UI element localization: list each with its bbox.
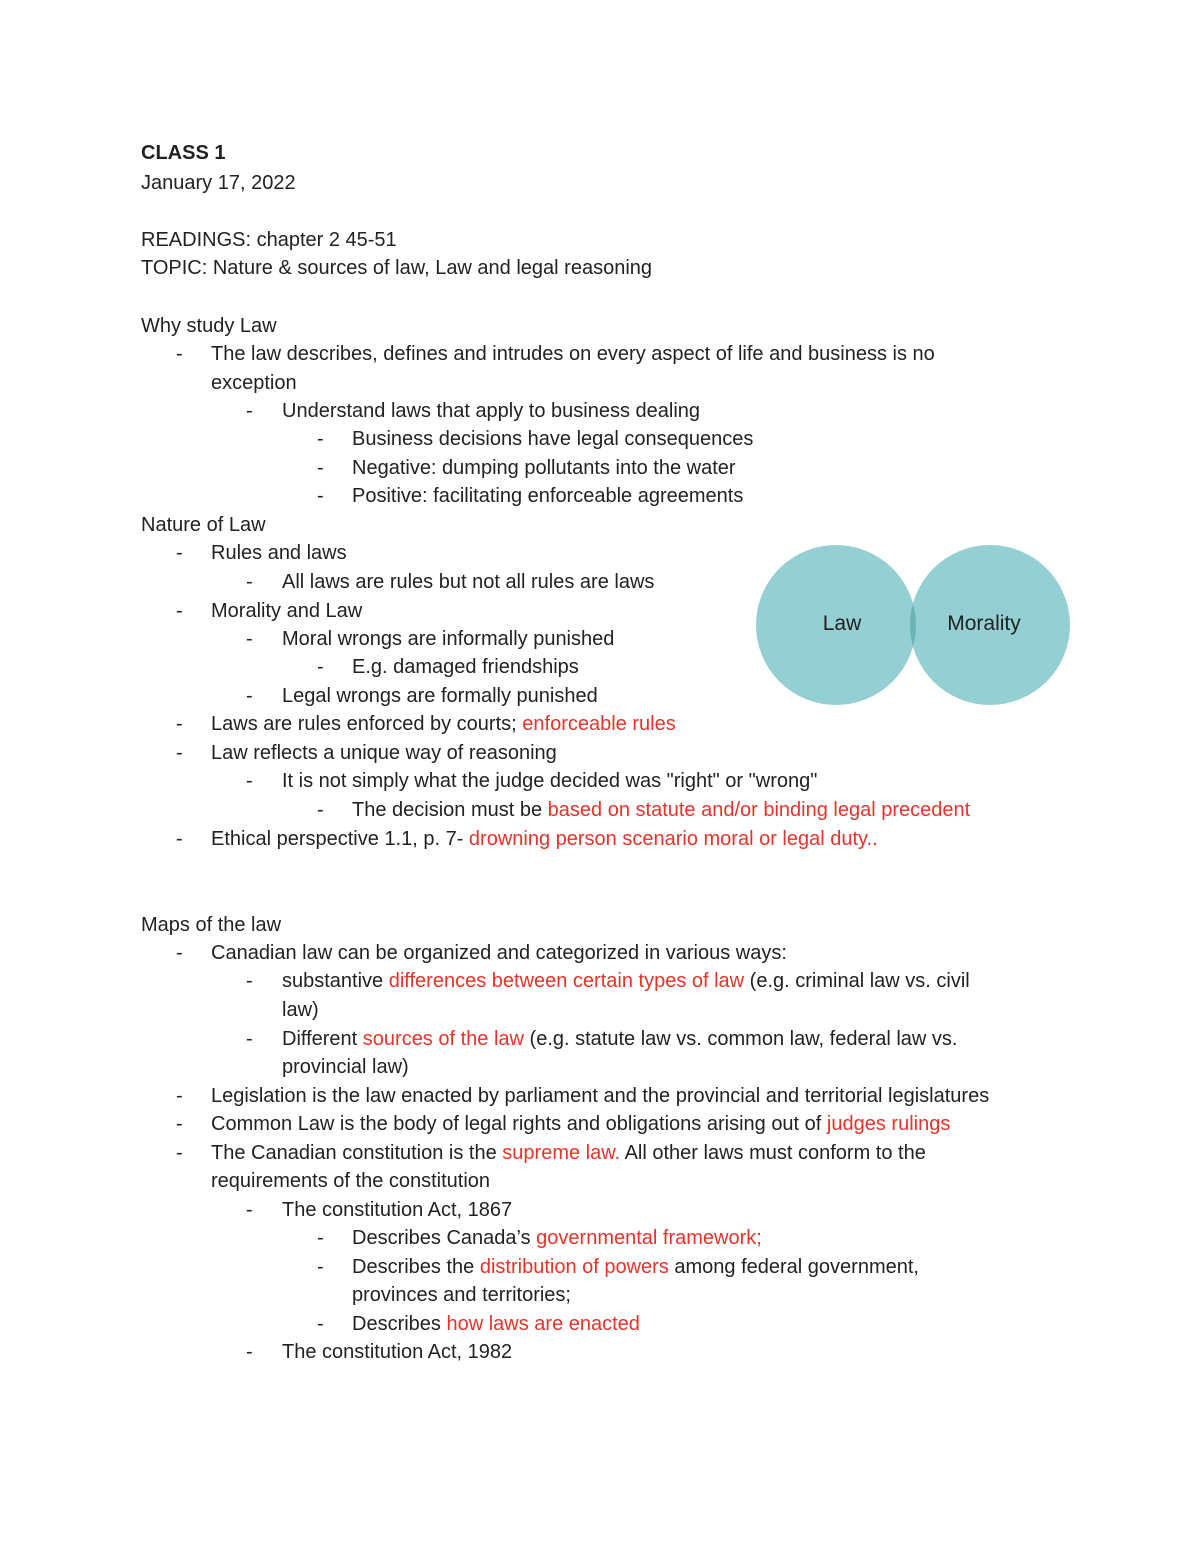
text-run: Common Law is the body of legal rights and obligations arising out of (211, 1113, 827, 1135)
highlight-text: enforceable rules (522, 713, 676, 735)
list-item-continuation: law) (282, 999, 319, 1021)
highlight-text: how laws are enacted (446, 1313, 640, 1335)
bullet-dash: - (317, 799, 324, 821)
bullet-dash: - (246, 1341, 253, 1363)
highlight-text: based on statute and/or binding legal precedent (547, 799, 971, 821)
bullet-dash: - (246, 770, 253, 792)
list-item: Legal wrongs are formally punished (282, 685, 598, 707)
bullet-dash: - (246, 400, 253, 422)
list-item: Canadian law can be organized and categorized in various ways: (211, 942, 787, 964)
bullet-dash: - (176, 1142, 183, 1164)
text-run: All other laws must conform to the (620, 1142, 926, 1164)
text-run: Different (282, 1028, 363, 1050)
list-item: Law reflects a unique way of reasoning (211, 742, 557, 764)
section-heading-nature: Nature of Law (141, 514, 266, 536)
bullet-dash: - (176, 542, 183, 564)
list-item-continuation: exception (211, 372, 297, 394)
highlight-text: governmental framework; (536, 1227, 762, 1249)
bullet-dash: - (317, 457, 324, 479)
highlight-text: supreme law. (502, 1142, 621, 1164)
bullet-dash: - (246, 1199, 253, 1221)
list-item (211, 710, 676, 738)
bullet-dash: - (246, 685, 253, 707)
list-item-continuation: provinces and territories; (352, 1284, 571, 1306)
list-item-continuation: provincial law) (282, 1056, 409, 1078)
list-item (211, 1110, 950, 1138)
list-item: All laws are rules but not all rules are laws (282, 571, 655, 593)
list-item (211, 1139, 926, 1167)
text-run: Describes the (352, 1256, 480, 1278)
list-item (352, 796, 970, 824)
topic-line: TOPIC: Nature & sources of law, Law and legal reasoning (141, 257, 653, 279)
list-item: It is not simply what the judge decided was "right" or "wrong" (282, 770, 818, 792)
list-item: Understand laws that apply to business dealing (282, 400, 701, 422)
text-run: (e.g. statute law vs. common law, federal law vs. (523, 1028, 958, 1050)
bullet-dash: - (317, 1227, 324, 1249)
text-run: (e.g. criminal law vs. civil (744, 970, 970, 992)
list-item (352, 1310, 640, 1338)
morality-label: Morality (947, 612, 1021, 635)
law-label: Law (822, 612, 862, 635)
list-item: Morality and Law (211, 600, 363, 622)
bullet-dash: - (176, 1085, 183, 1107)
list-item: Negative: dumping pollutants into the water (352, 457, 736, 479)
list-item: E.g. damaged friendships (352, 656, 579, 678)
bullet-dash: - (176, 343, 183, 365)
list-item: Legislation is the law enacted by parliament and the provincial and territorial legislatures (211, 1085, 990, 1107)
bullet-dash: - (317, 1256, 324, 1278)
list-item (352, 1224, 762, 1252)
bullet-dash: - (176, 742, 183, 764)
bullet-dash: - (317, 656, 324, 678)
law-morality-venn-diagram (752, 528, 1076, 722)
text-run: among federal government, (668, 1256, 919, 1278)
text-run: substantive (282, 970, 389, 992)
highlight-text: judges rulings (826, 1113, 951, 1135)
list-item: The constitution Act, 1982 (282, 1341, 513, 1363)
bullet-dash: - (317, 1313, 324, 1335)
highlight-text: sources of the law (362, 1028, 524, 1050)
bullet-dash: - (176, 942, 183, 964)
text-run: Describes (352, 1313, 447, 1335)
list-item (282, 967, 970, 995)
list-item (282, 1025, 958, 1053)
list-item (211, 825, 878, 853)
text-run: The Canadian constitution is the (211, 1142, 503, 1164)
list-item: The constitution Act, 1867 (282, 1199, 513, 1221)
list-item: Rules and laws (211, 542, 347, 564)
list-item: The law describes, defines and intrudes on every aspect of life and business is no (211, 343, 935, 365)
class-title: CLASS 1 (141, 142, 226, 164)
bullet-dash: - (176, 828, 183, 850)
list-item (352, 1253, 919, 1281)
bullet-dash: - (246, 571, 253, 593)
list-item: Moral wrongs are informally punished (282, 628, 615, 650)
bullet-dash: - (246, 970, 253, 992)
list-item: Positive: facilitating enforceable agreements (352, 485, 744, 507)
date-line: January 17, 2022 (141, 172, 296, 194)
bullet-dash: - (176, 600, 183, 622)
bullet-dash: - (176, 1113, 183, 1135)
text-run: The decision must be (352, 799, 548, 821)
highlight-text: drowning person scenario moral or legal duty.. (468, 828, 878, 850)
section-heading-why-study: Why study Law (141, 315, 277, 337)
bullet-dash: - (246, 1028, 253, 1050)
bullet-dash: - (246, 628, 253, 650)
bullet-dash: - (317, 428, 324, 450)
list-item: Business decisions have legal consequences (352, 428, 754, 450)
readings-line: READINGS: chapter 2 45-51 (141, 229, 397, 251)
list-item-continuation: requirements of the constitution (211, 1170, 491, 1192)
section-heading-maps: Maps of the law (141, 914, 282, 936)
highlight-text: distribution of powers (479, 1256, 669, 1278)
text-run: Describes Canada’s (352, 1227, 537, 1249)
highlight-text: differences between certain types of law (388, 970, 745, 992)
text-run: Ethical perspective 1.1, p. 7- (211, 828, 469, 850)
bullet-dash: - (317, 485, 324, 507)
bullet-dash: - (176, 713, 183, 735)
text-run: Laws are rules enforced by courts; (211, 713, 523, 735)
